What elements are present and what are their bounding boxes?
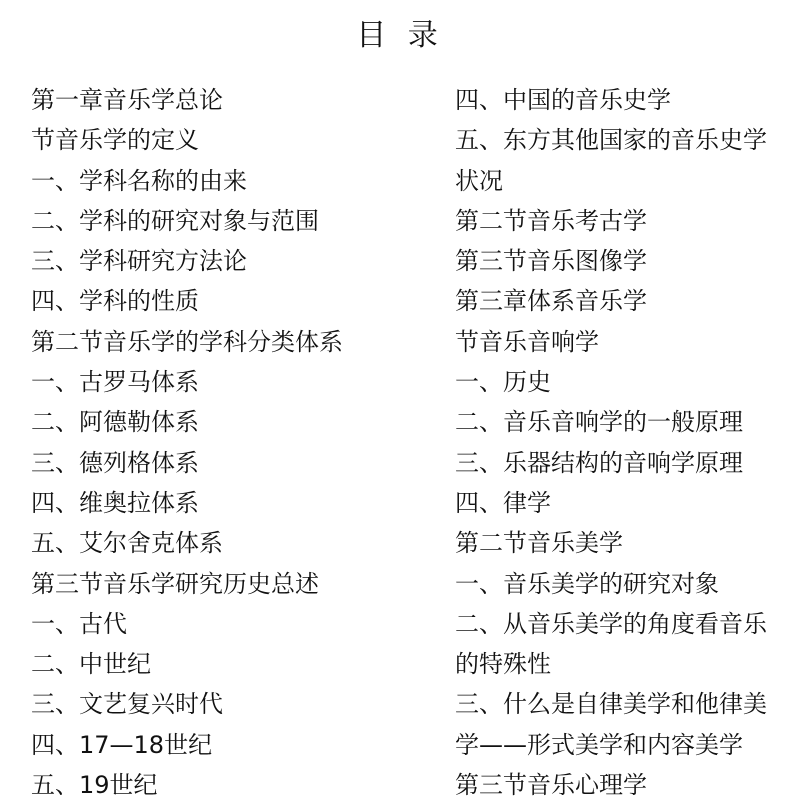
toc-entry: 二、中世纪: [31, 650, 151, 679]
toc-entry: 学——形式美学和内容美学: [455, 730, 743, 759]
toc-entry: 第三节音乐学研究历史总述: [31, 569, 319, 598]
toc-entry: 三、乐器结构的音响学原理: [455, 448, 743, 477]
toc-entry: 五、19世纪: [31, 771, 158, 800]
toc-entry: 一、古罗马体系: [31, 368, 199, 397]
toc-entry: 五、东方其他国家的音乐史学: [455, 126, 767, 155]
toc-entry: 二、阿德勒体系: [31, 408, 199, 437]
toc-entry: 节音乐音响学: [455, 327, 599, 356]
toc-entry: 一、历史: [455, 368, 551, 397]
toc-entry: 第一章音乐学总论: [31, 86, 223, 114]
toc-entry: 三、学科研究方法论: [31, 247, 247, 276]
toc-entry: 第三节音乐图像学: [455, 247, 647, 276]
page-title: 目 录: [356, 18, 444, 53]
toc-entry: 四、17—18世纪: [31, 730, 213, 759]
toc-entry: 一、音乐美学的研究对象: [455, 569, 719, 598]
toc-entry: 四、学科的性质: [31, 287, 199, 316]
toc-right-column: [455, 80, 795, 805]
toc-entry: 第二节音乐美学: [455, 529, 623, 558]
toc-entry: 二、音乐音响学的一般原理: [455, 408, 743, 437]
toc-entry: 四、中国的音乐史学: [455, 86, 671, 114]
toc-entry: 第三章体系音乐学: [455, 287, 647, 316]
toc-entry: 第三节音乐心理学: [455, 771, 647, 800]
toc-entry: 三、什么是自律美学和他律美: [455, 690, 767, 719]
toc-entry: 二、学科的研究对象与范围: [31, 206, 319, 235]
toc-entry: 一、学科名称的由来: [31, 166, 247, 195]
toc-entry: 四、维奥拉体系: [31, 488, 199, 517]
toc-entry: 四、律学: [455, 488, 551, 517]
toc-entry: 一、古代: [31, 609, 127, 638]
toc-entry: 第二节音乐考古学: [455, 206, 647, 235]
toc-entry: 三、德列格体系: [31, 448, 199, 477]
toc-left-column: [31, 80, 386, 805]
toc-entry: 二、从音乐美学的角度看音乐: [455, 609, 767, 638]
toc-entry: 三、文艺复兴时代: [31, 690, 223, 719]
toc-entry: 状况: [455, 166, 503, 195]
toc-entry: 节音乐学的定义: [31, 126, 199, 155]
toc-entry: 第二节音乐学的学科分类体系: [31, 327, 343, 356]
toc-entry: 五、艾尔舍克体系: [31, 529, 223, 558]
toc-entry: 的特殊性: [455, 650, 551, 679]
